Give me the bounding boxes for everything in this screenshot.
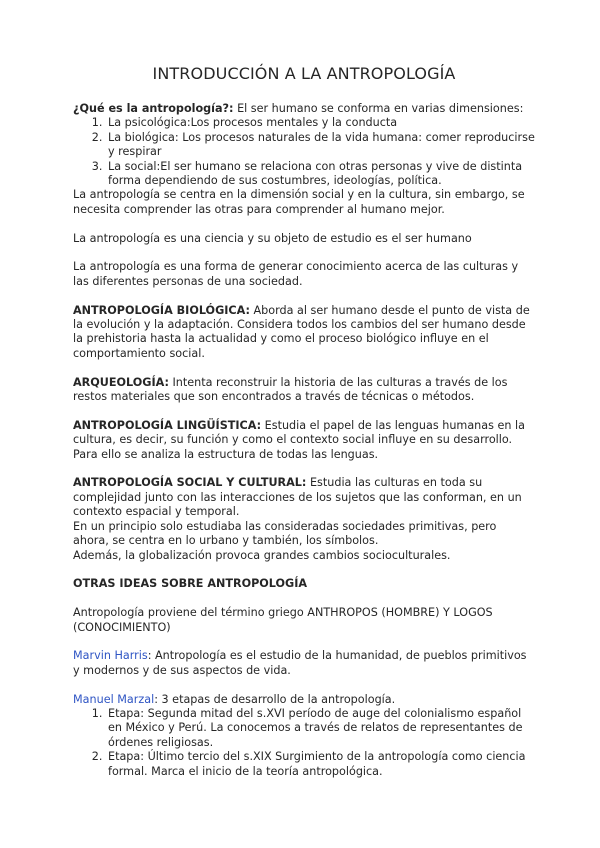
section-text: Intenta reconstruir la historia de las culturas a través de los restos materiales que son encontrados a través de técnicas o métodos. — [73, 375, 508, 404]
list-item: 1. Etapa: Segunda mitad del s.XVI período de auge del colonialismo español en México y Perú. La conocemos a través de relatos de representantes de órdenes religiosas. — [106, 707, 535, 750]
section-label: ANTROPOLOGÍA LINGÜÍSTICA: — [73, 418, 262, 432]
social-line-2: En un principio solo estudiaba las consideradas sociedades primitivas, pero ahora, se centra en lo urbano y también, los símbolos. — [73, 519, 497, 548]
paragraph-forma: La antropología es una forma de generar conocimiento acerca de las culturas y las diferentes personas de una sociedad. — [73, 260, 519, 288]
dimensions-list — [73, 116, 535, 188]
list-item: 3. La social:El ser humano se relaciona con otras personas y vive de distinta forma dependiendo de sus costumbres, ideologías, política. — [106, 160, 535, 189]
paragraph-ciencia: La antropología es una ciencia y su objeto de estudio es el ser humano — [73, 231, 472, 245]
intro-paragraph — [73, 102, 535, 116]
paragraph-harris — [73, 649, 535, 678]
list-item: 1. La psicológica:Los procesos mentales y la conducta — [106, 116, 535, 130]
section-label: ANTROPOLOGÍA SOCIAL Y CULTURAL: — [73, 476, 307, 490]
list-item: 2. Etapa: Último tercio del s.XIX Surgimiento de la antropología como ciencia formal. Marca el inicio de la teoría antropológica. — [106, 750, 535, 779]
section-text: Estudia el papel de las lenguas humanas en la cultura, es decir, su función y como el contexto social influye en su desarrollo. Para ello se analiza la estructura de todas las lenguas. — [73, 418, 525, 461]
paragraph-marzal — [73, 693, 535, 707]
document-page — [73, 64, 535, 779]
section-heading-otras: OTRAS IDEAS SOBRE ANTROPOLOGÍA — [73, 577, 308, 591]
section-text: Estudia las culturas en toda su complejidad junto con las interacciones de los sujetos que las conforman, en un contexto espacial y temporal. — [73, 476, 522, 519]
marzal-text: : 3 etapas de desarrollo de la antropología. — [154, 692, 396, 706]
marzal-link[interactable]: Manuel Marzal — [73, 692, 155, 706]
section-social — [73, 476, 535, 519]
page-title: INTRODUCCIÓN A LA ANTROPOLOGÍA — [152, 64, 456, 83]
dimension-summary: La antropología se centra en la dimensión social y en la cultura, sin embargo, se necesita comprender las otras para comprender al humano mejor. — [73, 188, 525, 216]
section-linguistica — [73, 419, 535, 462]
section-label: ARQUEOLOGÍA: — [73, 375, 169, 389]
paragraph-griego: Antropología proviene del término griego ANTHROPOS (HOMBRE) Y LOGOS (CONOCIMIENTO) — [73, 606, 493, 634]
section-arqueologia — [73, 376, 535, 405]
list-item: 2. La biológica: Los procesos naturales de la vida humana: comer reproducirse y respirar — [106, 131, 535, 160]
etapas-list — [73, 707, 535, 779]
harris-text: : Antropología es el estudio de la humanidad, de pueblos primitivos y modernos y de sus aspectos de vida. — [73, 649, 527, 677]
section-biologica — [73, 304, 535, 362]
question-label: ¿Qué es la antropología?: — [73, 102, 234, 115]
harris-link[interactable]: Marvin Harris — [73, 649, 148, 663]
question-text: El ser humano se conforma en varias dimensiones: — [233, 102, 524, 115]
social-line-3: Además, la globalización provoca grandes cambios socioculturales. — [73, 548, 451, 562]
section-label: ANTROPOLOGÍA BIOLÓGICA: — [73, 303, 250, 317]
section-text: Aborda al ser humano desde el punto de vista de la evolución y la adaptación. Considera todos los cambios del ser humano desde la prehistoria hasta la actualidad y como el proceso biológico influye en el comportamiento social. — [73, 303, 530, 360]
